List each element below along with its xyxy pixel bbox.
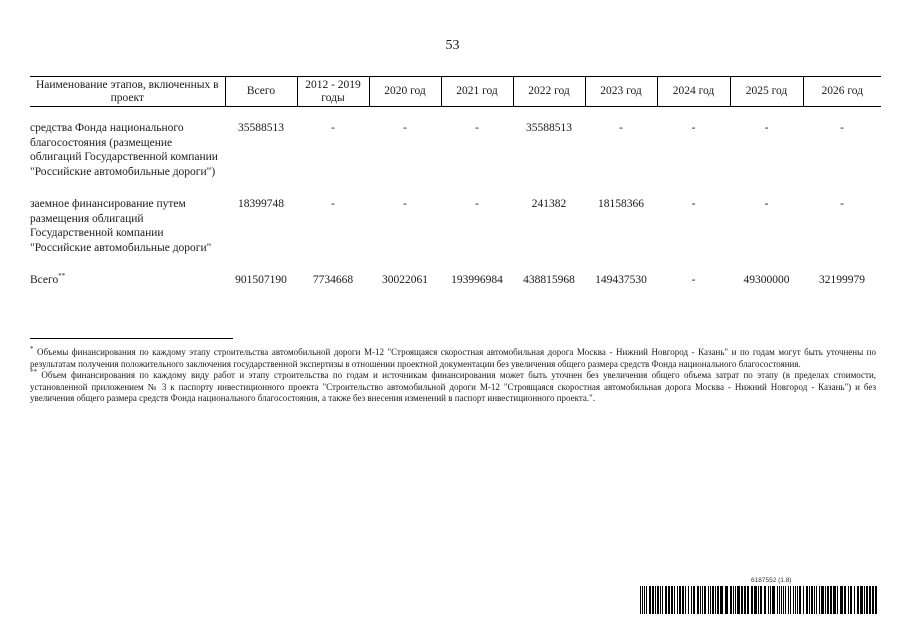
total-label: Всего (30, 274, 59, 286)
cell-total: 901507190 (235, 274, 287, 286)
header-2021: 2021 год (441, 77, 513, 107)
header-2024: 2024 год (657, 77, 730, 107)
footnote-ref-marker: ** (58, 272, 66, 281)
cell-2022: 241382 (531, 198, 567, 210)
header-2012-2019: 2012 - 2019 годы (297, 77, 369, 107)
header-stage-name: Наименование этапов, включенных в проект (30, 77, 225, 107)
header-2022: 2022 год (513, 77, 585, 107)
footnote-separator (30, 338, 233, 339)
cell-2020: - (403, 198, 407, 210)
table-header-row (30, 77, 881, 107)
cell-2020: - (403, 122, 407, 134)
cell-2025: - (764, 198, 769, 210)
cell-2023: - (619, 122, 623, 134)
header-2025: 2025 год (730, 77, 803, 107)
page-number: 53 (445, 38, 460, 53)
header-total: Всего (225, 77, 297, 107)
cell-2023: 149437530 (595, 274, 647, 286)
cell-2025: - (764, 122, 769, 134)
footnotes (30, 347, 876, 405)
row-label: средства Фонда национального благосостояния (размещение облигаций Государственной компании "Российские автомобильные дороги") (30, 122, 218, 178)
cell-2022: 438815968 (523, 274, 575, 286)
row-label: заемное финансирование путем размещения облигаций Государственной компании "Российские автомобильные дороги" (30, 198, 212, 254)
header-2020: 2020 год (369, 77, 441, 107)
cell-2024: - (691, 274, 696, 286)
footnote-marker: * (30, 345, 34, 353)
cell-2024: - (691, 122, 696, 134)
cell-2012-2019: - (331, 198, 335, 210)
cell-2022: 35588513 (526, 122, 572, 134)
cell-2026: - (840, 122, 844, 134)
cell-2021: 193996984 (451, 274, 503, 286)
cell-2025: 49300000 (743, 274, 790, 286)
cell-2024: - (691, 198, 696, 210)
footnote-marker: ** (30, 368, 37, 376)
table-row-total (30, 273, 881, 288)
total-label-cell (30, 273, 225, 288)
cell-2012-2019: - (331, 122, 335, 134)
footnote-2 (30, 370, 876, 405)
table-row-loan-funding (30, 197, 881, 273)
cell-2026: - (840, 198, 844, 210)
funding-table (30, 76, 881, 288)
cell-2021: - (475, 198, 479, 210)
footnote-1 (30, 347, 876, 370)
barcode-icon (640, 586, 880, 614)
table-row-nwf-funds (30, 121, 881, 197)
cell-2012-2019: 7734668 (312, 274, 354, 286)
cell-total: 18399748 (238, 198, 284, 210)
table-spacer-row (30, 107, 881, 122)
cell-2020: 30022061 (382, 274, 428, 286)
cell-2023: 18158366 (598, 198, 644, 210)
cell-2026: 32199979 (819, 274, 865, 286)
document-code: 6187552 (1.8) (751, 577, 792, 584)
cell-total: 35588513 (238, 122, 284, 134)
footnote-text: Объем финансирования по каждому виду работ и этапу строительства по годам и источникам финансирования может быть уточнен без увеличения общего объема затрат по этапу (в пределах стоимости, установленной приложением № 3 к паспорту инвестиционного проекта "Строительство автомобильной дороги М-12 "Строящаяся скоростная автомобильная дорога Москва - Нижний Новгород - Казань") и без увеличения общего размера средств Фонда национального благосостояния, а также без внесения изменений в паспорт инвестиционного проекта.". (30, 370, 877, 403)
footnote-text: Объемы финансирования по каждому этапу строительства автомобильной дороги М-12 "Строящаяся скоростная автомобильная дорога Москва - Нижний Новгород - Казань" и по годам могут быть уточнены по результатам получения положительного заключения государственной экспертизы в отношении проектной документации без увеличения общего размера средств Фонда национального благосостояния. (30, 347, 876, 369)
cell-2021: - (475, 122, 479, 134)
header-2023: 2023 год (585, 77, 657, 107)
header-2026: 2026 год (803, 77, 881, 107)
